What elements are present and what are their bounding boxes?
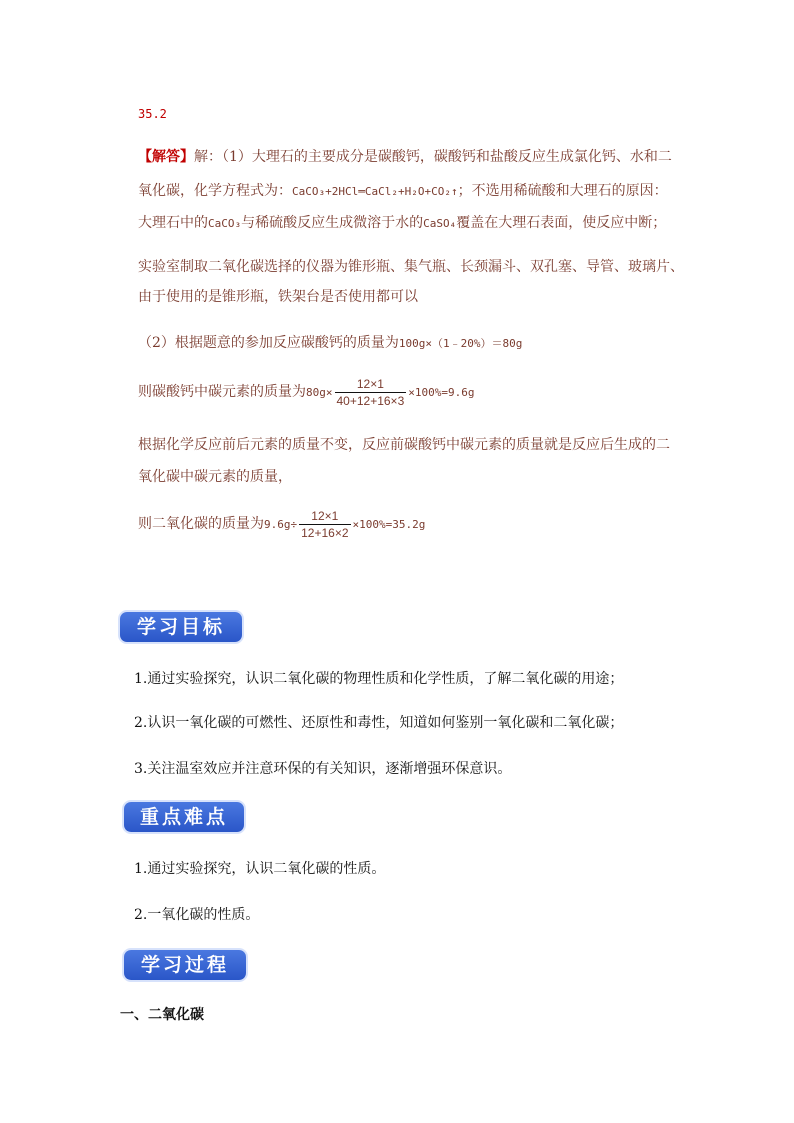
- solution-line-5: 由于使用的是锥形瓶，铁架台是否使用都可以: [138, 289, 418, 305]
- solution-line-9: 氧化碳中碳元素的质量，: [138, 469, 292, 485]
- chemical-equation: CaCO₃+2HCl═CaCl₂+H₂O+CO₂↑: [292, 185, 458, 198]
- solution-line-4: 实验室制取二氧化碳选择的仪器为锥形瓶、集气瓶、长颈漏斗、双孔塞、导管、玻璃片、: [138, 259, 684, 275]
- solution-line-3: [138, 212, 666, 235]
- solution-text-3c: 覆盖在大理石表面，使反应中断；: [456, 215, 667, 231]
- solution-text-6a: （2）根据题意的参加反应碳酸钙的质量为: [138, 335, 399, 351]
- solution-text-10a: 则二氧化碳的质量为: [138, 516, 264, 532]
- fraction-numerator: 12×1: [356, 376, 384, 391]
- answer-value: 35.2: [138, 107, 167, 121]
- solution-line-10: [138, 504, 425, 545]
- formula-caso4: CaSO₄: [423, 217, 457, 230]
- calc-calcium-carbonate-mass: 100g×（1﹣20%）＝80g: [398, 337, 523, 350]
- calc-part-c-2: ×100%=35.2g: [352, 518, 426, 531]
- fraction-denominator-2: 12+16×2: [301, 525, 349, 540]
- solution-text-2a: 氧化碳，化学方程式为：: [138, 183, 292, 199]
- calc-part-a: 80g×: [306, 386, 333, 399]
- goal-item-3: 3.关注温室效应并注意环保的有关知识，逐渐增强环保意识。: [134, 761, 512, 777]
- solution-text-3a: 大理石中的: [138, 215, 208, 231]
- calc-part-c: ×100%=9.6g: [408, 386, 475, 399]
- solution-text-3b: 与稀硫酸反应生成微溶于水的: [241, 215, 424, 231]
- solution-text-2b: ；不选用稀硫酸和大理石的原因：: [457, 183, 668, 199]
- section-heading-co2: 一、二氧化碳: [120, 1007, 204, 1023]
- solution-line-1: [138, 146, 672, 168]
- solution-tag: 【解答】: [138, 149, 194, 165]
- fraction-numerator-2: 12×1: [311, 508, 339, 523]
- key-point-item-1: 1.通过实验探究，认识二氧化碳的性质。: [134, 861, 386, 877]
- goal-item-1: 1.通过实验探究，认识二氧化碳的物理性质和化学性质，了解二氧化碳的用途；: [134, 671, 624, 687]
- key-points-badge: 重点难点: [124, 802, 244, 832]
- fraction-carbon-ratio: [335, 376, 407, 409]
- solution-line-6: [138, 332, 522, 355]
- solution-text-1: 解：（1）大理石的主要成分是碳酸钙，碳酸钙和盐酸反应生成氯化钙、水和二: [194, 149, 672, 165]
- goal-item-2: 2.认识一氧化碳的可燃性、还原性和毒性，知道如何鉴别一氧化碳和二氧化碳；: [134, 715, 624, 731]
- fraction-co2-ratio: [299, 508, 350, 541]
- solution-line-2: [138, 180, 668, 203]
- formula-caco3: CaCO₃: [208, 217, 242, 230]
- solution-line-8: 根据化学反应前后元素的质量不变，反应前碳酸钙中碳元素的质量就是反应后生成的二: [138, 437, 670, 453]
- goals-badge: 学习目标: [120, 612, 242, 642]
- calc-part-a-2: 9.6g÷: [264, 518, 298, 531]
- solution-line-7: [138, 372, 474, 413]
- fraction-denominator: 40+12+16×3: [336, 393, 405, 408]
- process-badge: 学习过程: [124, 950, 246, 980]
- solution-text-7a: 则碳酸钙中碳元素的质量为: [138, 384, 306, 400]
- key-point-item-2: 2.一氧化碳的性质。: [134, 907, 260, 923]
